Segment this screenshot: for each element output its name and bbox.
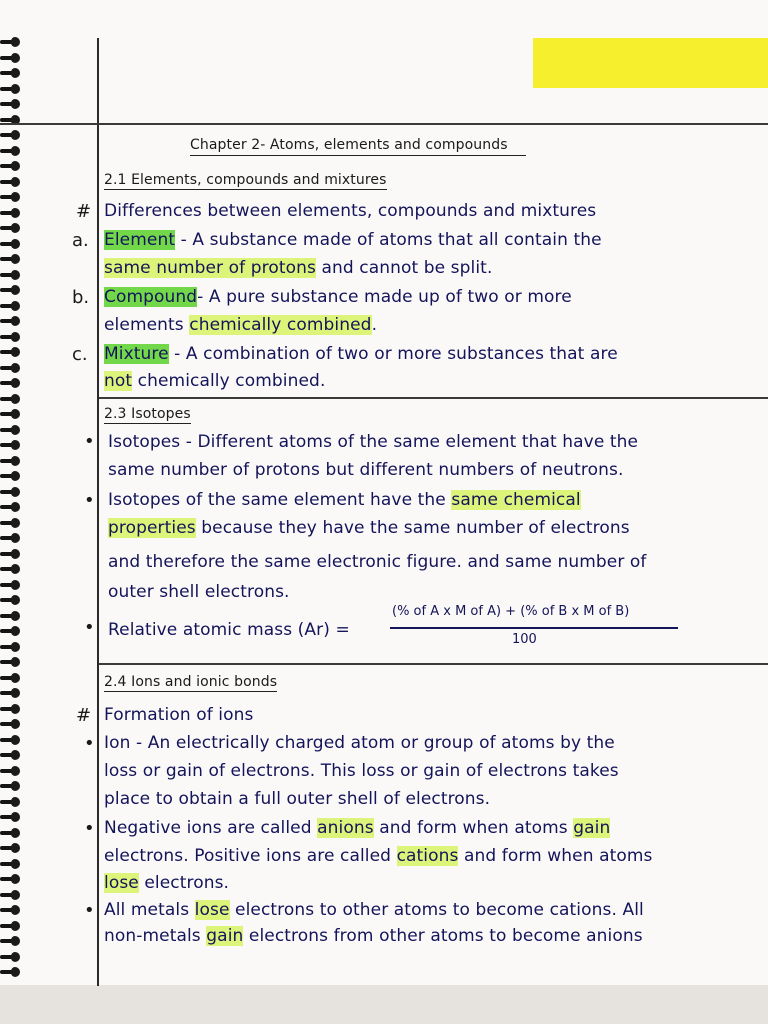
spiral-ring	[0, 705, 20, 713]
spiral-ring	[0, 410, 20, 418]
spiral-ring	[0, 736, 20, 744]
differences-intro: Differences between elements, compounds and mixtures	[104, 201, 597, 221]
element-line-1: Element - A substance made of atoms that all contain the	[104, 230, 602, 250]
spiral-ring	[0, 333, 20, 341]
page-shadow	[0, 985, 768, 1024]
spiral-ring	[0, 798, 20, 806]
spiral-ring	[0, 829, 20, 837]
spiral-ring	[0, 441, 20, 449]
bullet: •	[84, 617, 95, 638]
fraction-bar	[390, 627, 678, 629]
formula-numerator: (% of A x M of A) + (% of B x M of B)	[392, 604, 630, 619]
compound-line-1: Compound- A pure substance made up of two or more	[104, 287, 572, 307]
spiral-ring	[0, 426, 20, 434]
spiral-ring	[0, 689, 20, 697]
formula-denominator: 100	[512, 632, 537, 647]
spiral-ring	[0, 813, 20, 821]
spiral-ring	[0, 209, 20, 217]
spiral-ring	[0, 488, 20, 496]
bullet: •	[84, 431, 95, 452]
nonmetals-line-2: non-metals gain electrons from other atoms to become anions	[104, 926, 643, 946]
spiral-ring	[0, 612, 20, 620]
isotopes-def-line-2: same number of protons but different numbers of neutrons.	[108, 460, 624, 480]
spiral-ring	[0, 348, 20, 356]
spiral-ring	[0, 906, 20, 914]
spiral-ring	[0, 751, 20, 759]
mixture-line-1: Mixture - A combination of two or more substances that are	[104, 344, 618, 364]
spiral-ring	[0, 131, 20, 139]
spiral-ring	[0, 162, 20, 170]
spiral-ring	[0, 674, 20, 682]
bullet: •	[84, 818, 95, 839]
spiral-ring	[0, 596, 20, 604]
spiral-ring	[0, 379, 20, 387]
relative-atomic-mass-label: Relative atomic mass (Ar) =	[108, 620, 350, 640]
ion-def-line-3: place to obtain a full outer shell of electrons.	[104, 789, 491, 809]
bullet: •	[84, 900, 95, 921]
spiral-ring	[0, 782, 20, 790]
spiral-ring	[0, 395, 20, 403]
margin-line	[97, 38, 99, 986]
spiral-ring	[0, 147, 20, 155]
spiral-ring	[0, 953, 20, 961]
cations-line-2: electrons. Positive ions are called cations and form when atoms	[104, 846, 653, 866]
spiral-ring	[0, 519, 20, 527]
spiral-ring	[0, 767, 20, 775]
spiral-ring	[0, 193, 20, 201]
marker-a: a.	[72, 230, 89, 251]
section-heading-2-3: 2.3 Isotopes	[104, 406, 191, 422]
spiral-ring	[0, 100, 20, 108]
spiral-ring	[0, 658, 20, 666]
term-element: Element	[104, 230, 176, 250]
spiral-ring	[0, 54, 20, 62]
spiral-ring	[0, 472, 20, 480]
ion-def-line-2: loss or gain of electrons. This loss or gain of electrons takes	[104, 761, 619, 781]
spiral-ring	[0, 271, 20, 279]
spiral-ring	[0, 224, 20, 232]
bullet: •	[84, 490, 95, 511]
bullet: •	[84, 733, 95, 754]
spiral-ring	[0, 643, 20, 651]
spiral-ring	[0, 255, 20, 263]
compound-line-2: elements chemically combined.	[104, 315, 378, 335]
isotopes-prop-line-1: Isotopes of the same element have the same chemical	[108, 490, 581, 510]
spiral-ring	[0, 38, 20, 46]
term-mixture: Mixture	[104, 344, 169, 364]
spiral-ring	[0, 937, 20, 945]
spiral-ring	[0, 69, 20, 77]
spiral-ring	[0, 875, 20, 883]
spiral-ring	[0, 286, 20, 294]
spiral-ring	[0, 85, 20, 93]
formation-of-ions: Formation of ions	[104, 705, 254, 725]
element-line-2: same number of protons and cannot be split.	[104, 258, 493, 278]
spiral-ring	[0, 565, 20, 573]
cations-line-3: lose electrons.	[104, 873, 230, 893]
term-compound: Compound	[104, 287, 198, 307]
spiral-binding	[0, 30, 22, 990]
spiral-ring	[0, 891, 20, 899]
isotopes-prop-line-4: outer shell electrons.	[108, 582, 290, 602]
metals-line-1: All metals lose electrons to other atoms to become cations. All	[104, 900, 644, 920]
spiral-ring	[0, 503, 20, 511]
header-line	[0, 123, 768, 125]
spiral-ring	[0, 860, 20, 868]
spiral-ring	[0, 968, 20, 976]
spiral-ring	[0, 240, 20, 248]
sticky-note	[533, 38, 768, 88]
spiral-ring	[0, 534, 20, 542]
spiral-ring	[0, 302, 20, 310]
hash-marker: #	[76, 705, 92, 726]
section-divider-1	[99, 397, 768, 399]
isotopes-prop-line-2: properties because they have the same number of electrons	[108, 518, 630, 538]
spiral-ring	[0, 581, 20, 589]
chapter-title: Chapter 2- Atoms, elements and compounds	[190, 137, 526, 156]
isotopes-prop-line-3: and therefore the same electronic figure. and same number of	[108, 552, 647, 572]
spiral-ring	[0, 317, 20, 325]
spiral-ring	[0, 178, 20, 186]
spiral-ring	[0, 720, 20, 728]
hash-marker: #	[76, 201, 92, 222]
marker-b: b.	[72, 287, 90, 308]
mixture-line-2: not chemically combined.	[104, 371, 326, 391]
section-divider-2	[99, 663, 768, 665]
spiral-ring	[0, 627, 20, 635]
ion-def-line-1: Ion - An electrically charged atom or group of atoms by the	[104, 733, 615, 753]
section-heading-2-1: 2.1 Elements, compounds and mixtures	[104, 172, 387, 188]
spiral-ring	[0, 550, 20, 558]
spiral-ring	[0, 457, 20, 465]
anions-line-1: Negative ions are called anions and form when atoms gain	[104, 818, 611, 838]
marker-c: c.	[72, 344, 88, 365]
section-heading-2-4: 2.4 Ions and ionic bonds	[104, 674, 278, 690]
spiral-ring	[0, 844, 20, 852]
isotopes-def-line-1: Isotopes - Different atoms of the same element that have the	[108, 432, 639, 452]
spiral-ring	[0, 922, 20, 930]
spiral-ring	[0, 364, 20, 372]
